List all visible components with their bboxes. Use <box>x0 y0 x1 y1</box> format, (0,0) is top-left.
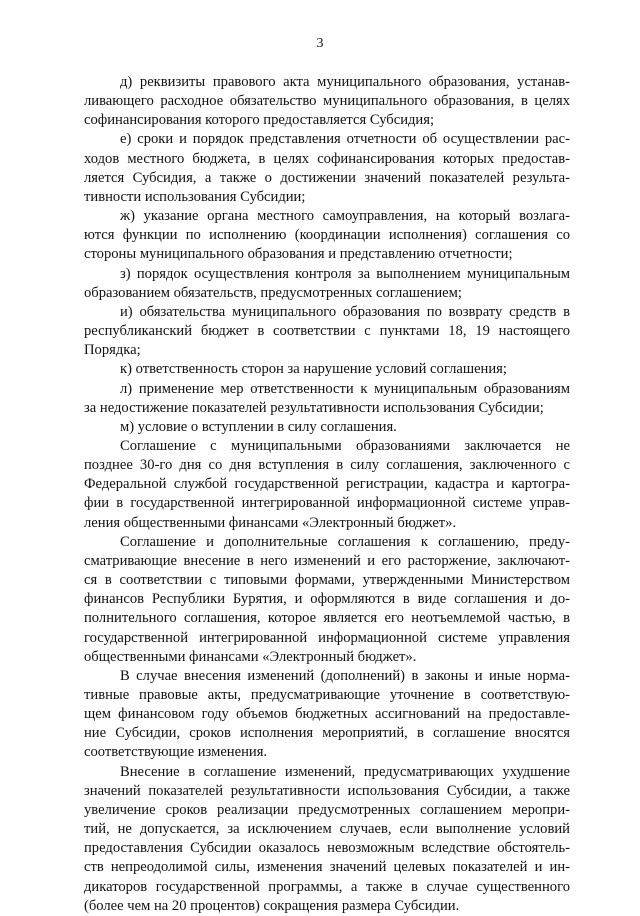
text-line: л) применение мер ответственности к муниципальным образованиям <box>120 380 570 397</box>
paragraph <box>84 763 570 916</box>
text-line: В случае внесения изменений (дополнений) в законы и иные норма- <box>120 667 570 684</box>
paragraph <box>84 533 570 667</box>
text-line: ств непреодолимой силы, изменения значений целевых показателей и ин- <box>84 859 570 876</box>
text-line: ние Субсидии, сроков исполнения мероприятий, в соглашение вносятся <box>84 725 570 742</box>
text-line: образованием обязательств, предусмотренных соглашением; <box>84 284 462 301</box>
text-line: ходов местного бюджета, в целях софинансирования которых предостав- <box>84 150 570 167</box>
text-line: ливающего расходное обязательство муниципального образования, в целях <box>84 93 570 110</box>
text-line: щем финансовом году объемов бюджетных ассигнований на предоставле- <box>84 706 570 723</box>
text-line: увеличение сроков реализации предусмотренных соглашением меропри- <box>84 801 570 818</box>
paragraph <box>84 303 570 360</box>
text-line: е) сроки и порядок представления отчетности об осуществлении рас- <box>120 131 570 148</box>
text-line: Порядка; <box>84 342 141 359</box>
text-line: ления общественными финансами «Электронный бюджет». <box>84 514 457 531</box>
text-line: м) условие о вступлении в силу соглашения. <box>120 418 397 435</box>
text-line: Соглашение и дополнительные соглашения к соглашению, преду- <box>120 533 570 550</box>
text-line: государственной интегрированной информационной системе управления <box>84 629 570 646</box>
text-line: значений показателей результативности использования Субсидии, а также <box>84 782 570 799</box>
text-line: полнительного соглашения, которое является его неотъемлемой частью, в <box>84 610 570 627</box>
text-line: ж) указание органа местного самоуправления, на который возлага- <box>120 208 570 225</box>
paragraph <box>84 380 570 418</box>
paragraph <box>84 418 570 437</box>
text-line: предоставления Субсидии оказалось невозможным вследствие обстоятель- <box>84 840 570 857</box>
text-line: и) обязательства муниципального образования по возврату средств в <box>120 303 570 320</box>
document-body <box>84 73 570 916</box>
text-line: Внесение в соглашение изменений, предусматривающих ухудшение <box>120 763 570 780</box>
paragraph <box>84 667 570 763</box>
text-line: позднее 30-го дня со дня вступления в силу соглашения, заключенного с <box>84 457 570 474</box>
paragraph <box>84 437 570 533</box>
text-line: ются функции по исполнению (координации исполнения) соглашения со <box>84 227 570 244</box>
text-line: тий, не допускается, за исключением случаев, если выполнение условий <box>84 821 570 838</box>
text-line: за недостижение показателей результативности использования Субсидии; <box>84 399 544 416</box>
text-line: к) ответственность сторон за нарушение условий соглашения; <box>120 361 507 378</box>
text-line: (более чем на 20 процентов) сокращения размера Субсидии. <box>84 897 460 914</box>
text-line: соответствующие изменения. <box>84 744 268 761</box>
text-line: ся в соответствии с типовыми формами, утвержденными Министерством <box>84 572 570 589</box>
paragraph <box>84 130 570 207</box>
text-line: сматривающие внесение в него изменений и его расторжение, заключают- <box>84 552 570 569</box>
paragraph <box>84 207 570 264</box>
text-line: тивности использования Субсидии; <box>84 188 306 205</box>
text-line: республиканский бюджет в соответствии с пунктами 18, 19 настоящего <box>84 323 570 340</box>
text-line: д) реквизиты правового акта муниципального образования, устанав- <box>120 74 570 90</box>
text-line: стороны муниципального образования и представлению отчетности; <box>84 246 513 263</box>
paragraph <box>84 265 570 303</box>
text-line: Соглашение с муниципальными образованиями заключается не <box>120 437 570 454</box>
text-line: дикаторов государственной программы, а также в случае существенного <box>84 878 570 895</box>
text-line: финансов Республики Бурятия, и оформляются в виде соглашения и до- <box>84 591 570 608</box>
text-line: з) порядок осуществления контроля за выполнением муниципальным <box>120 265 570 282</box>
page-number: 3 <box>316 36 324 51</box>
paragraph <box>84 73 570 130</box>
paragraph <box>84 360 570 379</box>
text-line: тивные правовые акты, предусматривающие уточнение в соответствую- <box>84 687 570 703</box>
text-line: общественными финансами «Электронный бюджет». <box>84 648 417 665</box>
text-line: ляется Субсидия, а также о достижении значений показателей результа- <box>84 169 570 186</box>
text-line: софинансирования которого предоставляется Субсидия; <box>84 112 435 129</box>
text-line: фии в государственной интегрированной информационной системе управ- <box>84 495 570 512</box>
text-line: Федеральной службой государственной регистрации, кадастра и картогра- <box>84 476 570 493</box>
